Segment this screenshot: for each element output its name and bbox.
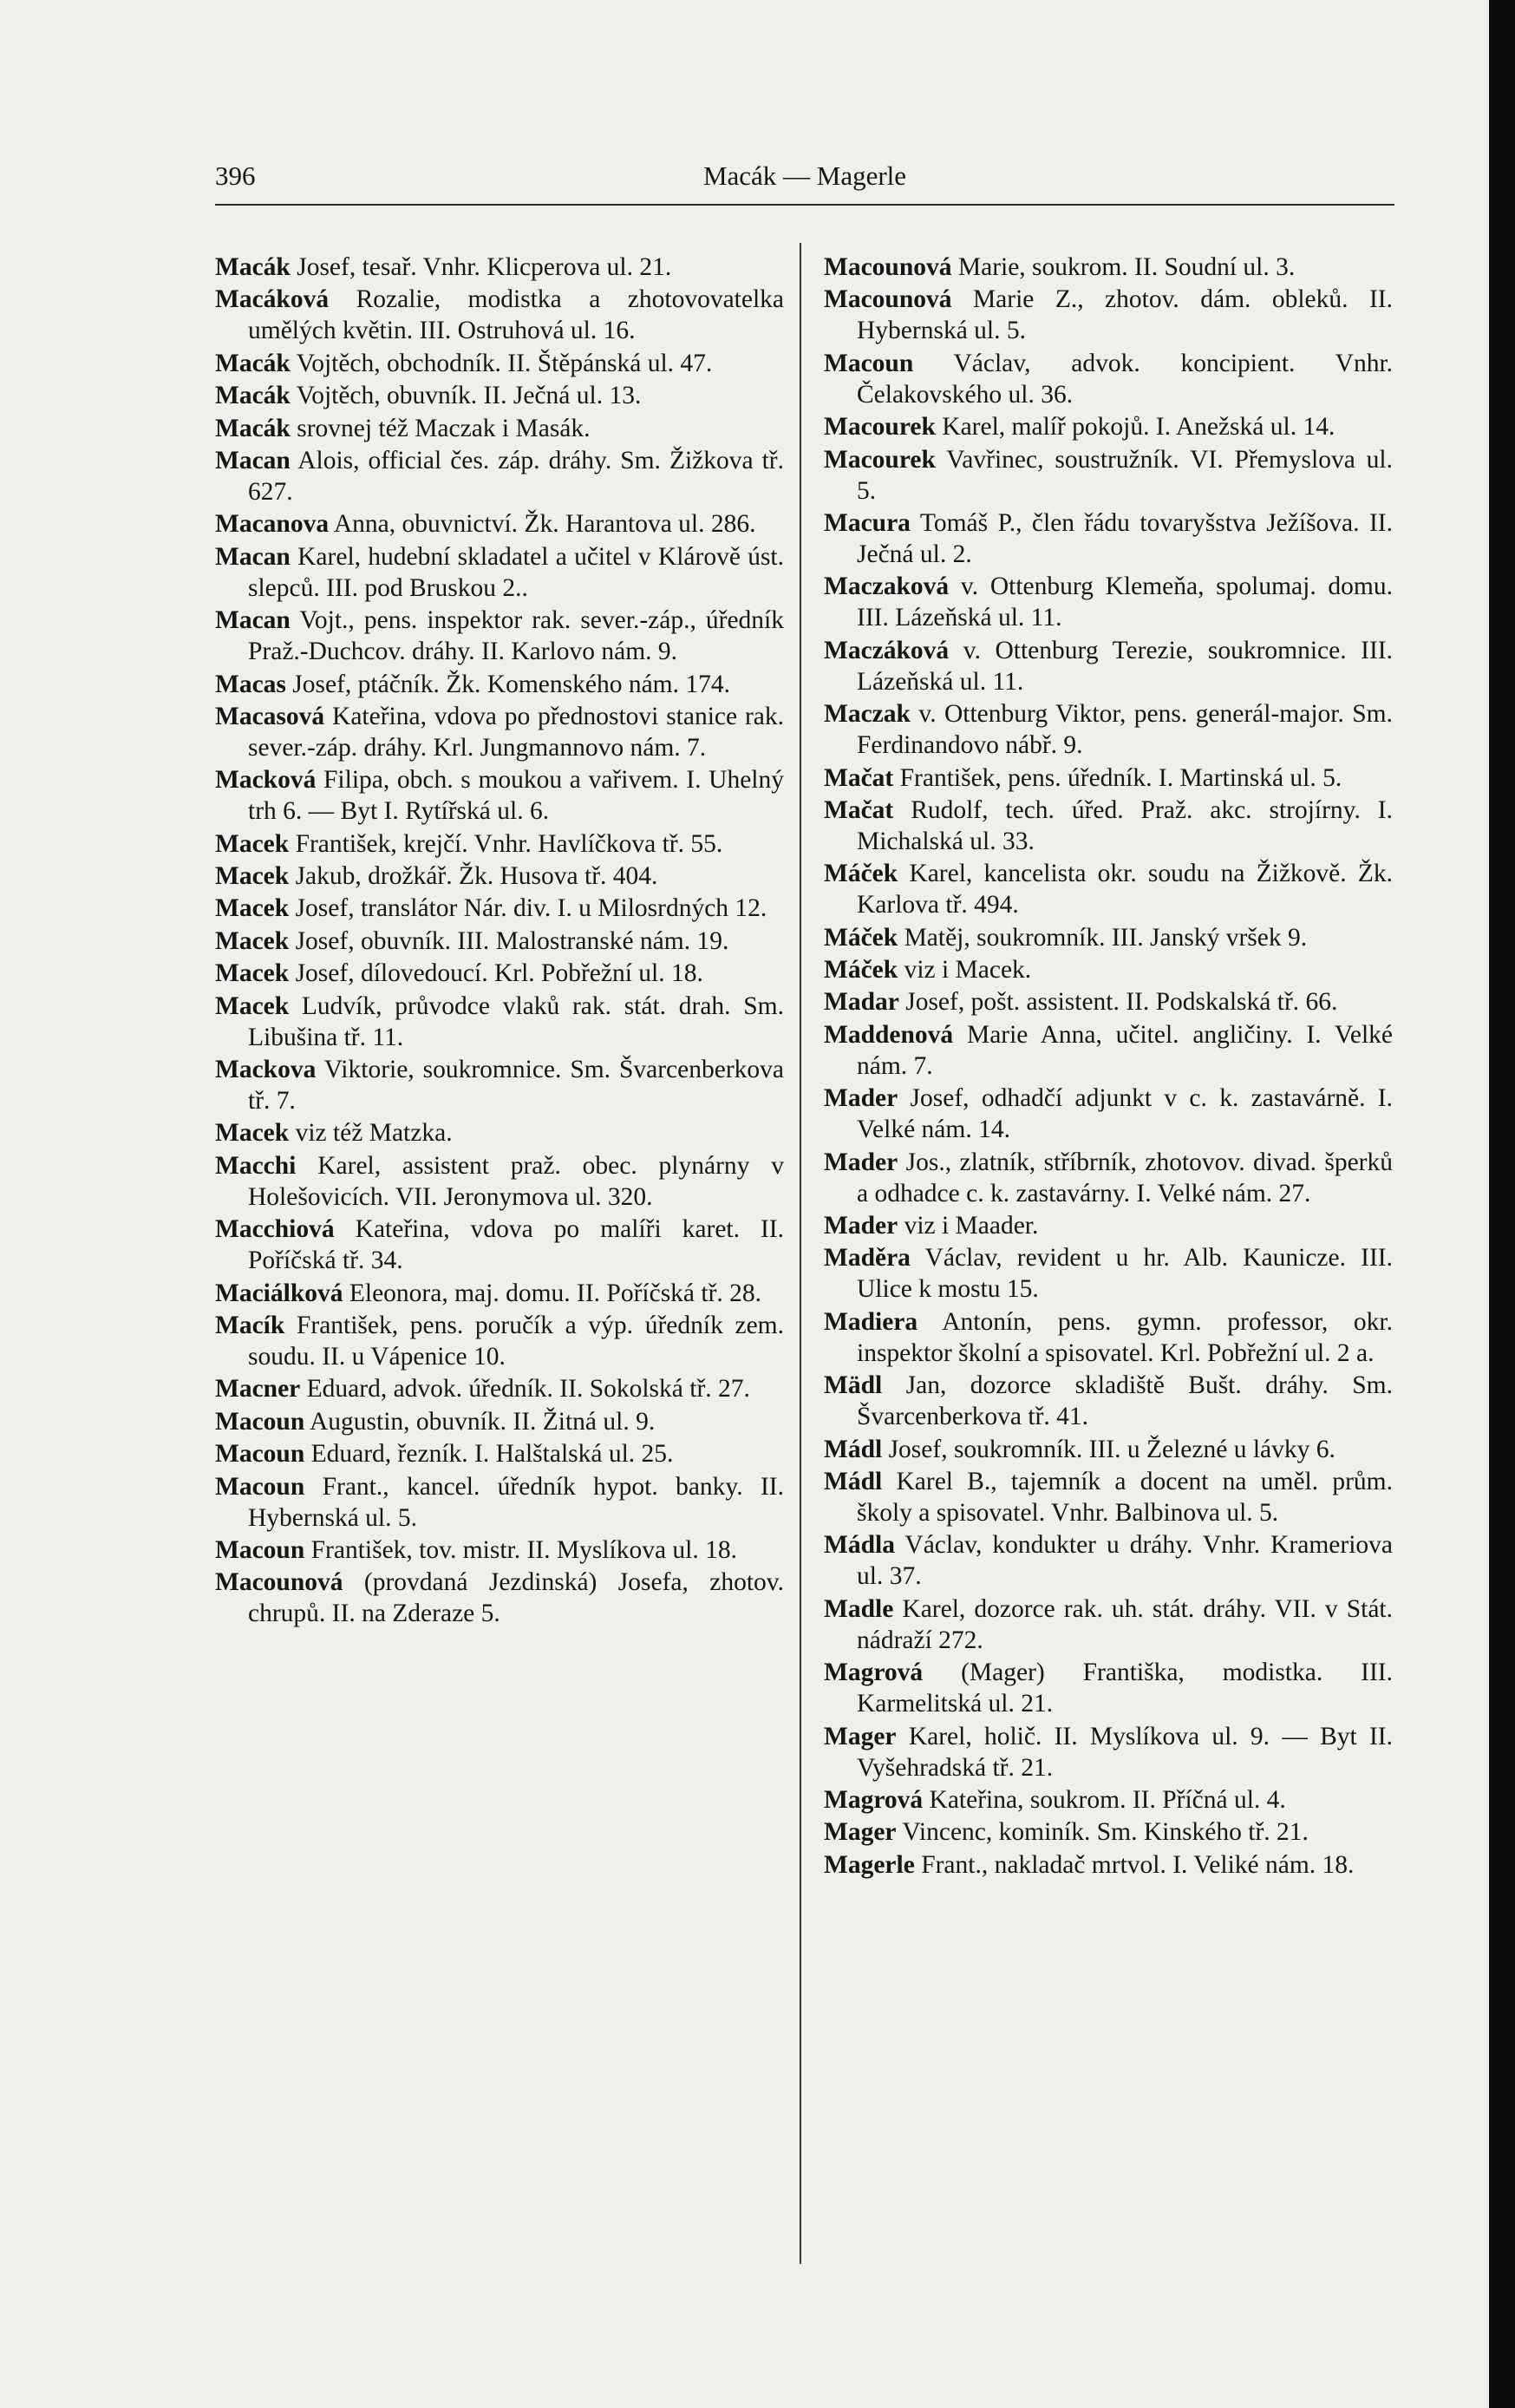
directory-entry	[215, 669, 784, 700]
directory-entry	[824, 1816, 1393, 1848]
entry-details: Kateřina, soukrom. II. Příčná ul. 4.	[929, 1785, 1286, 1814]
entry-details: Jos., zlatník, stříbrník, zhotovov. divad. šperků a odhadce c. k. zastavárny. I. Velké nám. 27.	[857, 1148, 1394, 1207]
entry-details: Matěj, soukromník. III. Janský vršek 9.	[904, 923, 1308, 952]
entry-details: Marie Z., zhotov. dám. obleků. II. Hybernská ul. 5.	[857, 285, 1393, 345]
entry-surname: Macchi	[215, 1151, 297, 1180]
entry-surname: Macounová	[824, 285, 952, 314]
directory-entry	[215, 893, 784, 924]
entry-details: Josef, soukromník. III. u Železné u lávky 6.	[888, 1435, 1335, 1463]
entry-surname: Magerle	[824, 1850, 915, 1879]
directory-entry	[215, 1214, 784, 1276]
directory-entry	[215, 1471, 784, 1534]
directory-entry	[824, 1019, 1393, 1082]
directory-entry	[215, 1150, 784, 1213]
entry-details: Josef, obuvník. III. Malostranské nám. 19.	[295, 926, 729, 955]
entry-surname: Macourek	[824, 413, 936, 442]
entry-details: Alois, official čes. záp. dráhy. Sm. Žižkova tř. 627.	[248, 446, 784, 506]
directory-entry	[215, 541, 784, 604]
entry-details: viz i Macek.	[904, 956, 1032, 985]
directory-entry	[824, 698, 1393, 761]
entry-surname: Macoun	[824, 349, 914, 377]
entry-details: (provdaná Jezdinská) Josefa, zhotov. chrupů. II. na Zderaze 5.	[248, 1568, 784, 1628]
entry-surname: Macek	[215, 1119, 290, 1148]
entry-details: Karel, malíř pokojů. I. Anežská ul. 14.	[942, 413, 1335, 442]
entry-surname: Macasová	[215, 702, 325, 730]
entry-details: Josef, odhadčí adjunkt v c. k. zastavárně. I. Velké nám. 14.	[857, 1084, 1394, 1144]
entry-details: Viktorie, soukromnice. Sm. Švarcenberkova tř. 7.	[248, 1056, 785, 1116]
left-column	[215, 252, 784, 1631]
directory-entry	[215, 1438, 784, 1469]
entry-surname: Magrová	[824, 1785, 924, 1814]
entry-details: Filipa, obch. s moukou a vařivem. I. Uhelný trh 6. — Byt I. Rytířská ul. 6.	[248, 766, 784, 826]
directory-entry	[824, 795, 1393, 857]
entry-surname: Macner	[215, 1375, 301, 1404]
entry-details: Antonín, pens. gymn. professor, okr. inspektor školní a spisovatel. Krl. Pobřežní ul. 2 a.	[857, 1307, 1393, 1367]
directory-entry	[824, 348, 1393, 410]
entry-details: Václav, revident u hr. Alb. Kaunicze. III. Ulice k mostu 15.	[857, 1244, 1393, 1304]
directory-entry	[824, 922, 1393, 953]
entry-surname: Mádla	[824, 1531, 895, 1560]
entry-details: Eduard, advok. úředník. II. Sokolská tř. 27.	[306, 1375, 750, 1404]
entry-surname: Macáková	[215, 285, 330, 314]
directory-entry	[824, 1083, 1393, 1145]
entry-surname: Máček	[824, 923, 898, 952]
entry-surname: Mádl	[824, 1467, 883, 1495]
entry-details: Václav, kondukter u dráhy. Vnhr. Krameriova ul. 37.	[857, 1531, 1393, 1591]
entry-surname: Macák	[215, 414, 291, 442]
directory-entry	[215, 252, 784, 283]
entry-surname: Magrová	[824, 1659, 924, 1687]
directory-entry	[215, 1567, 784, 1629]
entry-surname: Madar	[824, 988, 899, 1017]
directory-entry	[824, 986, 1393, 1018]
directory-entry	[215, 860, 784, 892]
entry-surname: Macoun	[215, 1535, 305, 1564]
entry-surname: Macan	[215, 542, 291, 571]
header-rule	[215, 204, 1394, 206]
entry-surname: Maczak	[824, 700, 911, 729]
entry-details: Rozalie, modistka a zhotovovatelka umělých květin. III. Ostruhová ul. 16.	[248, 285, 784, 345]
directory-entry	[215, 1310, 784, 1372]
entry-surname: Macák	[215, 382, 291, 410]
directory-entry	[824, 1721, 1393, 1783]
directory-entry	[215, 348, 784, 379]
directory-entry	[215, 991, 784, 1053]
entry-details: František, pens. úředník. I. Martinská ul. 5.	[899, 763, 1342, 792]
entry-details: Kateřina, vdova po malíři karet. II. Poříčská tř. 34.	[248, 1215, 785, 1275]
directory-entry	[824, 954, 1393, 985]
entry-details: viz i Maader.	[904, 1212, 1039, 1240]
entry-details: Vincenc, kominík. Sm. Kinského tř. 21.	[902, 1818, 1309, 1847]
entry-details: v. Ottenburg Viktor, pens. generál-major. Sm. Ferdinandovo nábř. 9.	[857, 700, 1393, 760]
page-header	[215, 160, 1394, 197]
entry-details: Kateřina, vdova po přednostovi stanice rak. sever.-záp. dráhy. Krl. Jungmannovo nám. 7.	[248, 702, 784, 762]
entry-surname: Mader	[824, 1148, 898, 1176]
directory-entry	[824, 1434, 1393, 1465]
entry-surname: Macoun	[215, 1407, 305, 1436]
entry-details: Eleonora, maj. domu. II. Poříčská tř. 28.	[349, 1279, 762, 1307]
scan-border	[1489, 0, 1515, 2408]
entry-details: Vojtěch, obchodník. II. Štěpánská ul. 47.	[296, 349, 713, 377]
entry-details: Jakub, drožkář. Žk. Husova tř. 404.	[295, 862, 658, 891]
entry-surname: Macák	[215, 349, 291, 377]
entry-details: Marie Anna, učitel. angličiny. I. Velké nám. 7.	[857, 1020, 1393, 1080]
directory-entry	[824, 635, 1393, 697]
entry-details: Marie, soukrom. II. Soudní ul. 3.	[957, 253, 1296, 281]
entry-details: Tomáš P., člen řádu tovaryšstva Ježíšova. II. Ječná ul. 2.	[857, 508, 1393, 568]
entry-surname: Macchiová	[215, 1215, 335, 1244]
entry-details: Václav, advok. koncipient. Vnhr. Čelakovského ul. 36.	[857, 349, 1394, 409]
directory-entry	[215, 1534, 784, 1566]
directory-entry	[215, 1406, 784, 1437]
entry-surname: Macura	[824, 508, 911, 537]
directory-entry	[824, 1529, 1393, 1592]
entry-surname: Mädl	[824, 1371, 883, 1400]
directory-entry	[824, 1849, 1393, 1881]
entry-surname: Maczáková	[824, 636, 950, 664]
entry-surname: Máček	[824, 860, 898, 888]
entry-surname: Macák	[215, 253, 291, 281]
entry-surname: Macourek	[824, 445, 936, 474]
directory-entry	[215, 380, 784, 411]
entry-surname: Mačat	[824, 763, 894, 792]
entry-surname: Mager	[824, 1722, 897, 1750]
directory-entry	[824, 1306, 1393, 1369]
directory-entry	[824, 1466, 1393, 1528]
entry-details: Augustin, obuvník. II. Žitná ul. 9.	[310, 1407, 656, 1436]
directory-entry	[824, 1147, 1393, 1209]
entry-surname: Macan	[215, 606, 291, 635]
entry-surname: Macek	[215, 862, 290, 891]
entry-surname: Máček	[824, 956, 898, 985]
entry-details: v. Ottenburg Terezie, soukromnice. III. Lázeňská ul. 11.	[857, 636, 1393, 696]
entry-details: viz též Matzka.	[295, 1119, 453, 1148]
entry-surname: Maczaková	[824, 573, 950, 601]
entry-details: Anna, obuvnictví. Žk. Harantova ul. 286.	[333, 510, 756, 539]
entry-details: Josef, pošt. assistent. II. Podskalská tř. 66.	[905, 988, 1338, 1017]
directory-entry	[215, 764, 784, 827]
directory-entry	[215, 958, 784, 989]
entry-surname: Macek	[215, 959, 290, 988]
directory-entry	[215, 1373, 784, 1404]
directory-entry	[215, 828, 784, 860]
entry-details: Karel, dozorce rak. uh. stát. dráhy. VII. v Stát. nádraží 272.	[857, 1594, 1394, 1654]
entry-surname: Maciálková	[215, 1279, 343, 1307]
directory-entry	[215, 413, 784, 444]
entry-surname: Madiera	[824, 1307, 918, 1336]
directory-entry	[824, 1657, 1393, 1719]
directory-entry	[824, 444, 1393, 507]
entry-details: Frant., kancel. úředník hypot. banky. II. Hybernská ul. 5.	[248, 1472, 784, 1532]
entry-surname: Mader	[824, 1084, 898, 1113]
directory-entry	[215, 1117, 784, 1148]
directory-entry	[824, 762, 1393, 794]
directory-entry	[824, 507, 1393, 570]
entry-details: Rudolf, tech. úřed. Praž. akc. strojírny. I. Michalská ul. 33.	[857, 795, 1394, 855]
entry-surname: Macková	[215, 766, 317, 795]
directory-entry	[824, 858, 1393, 920]
entry-details: František, pens. poručík a výp. úředník zem. soudu. II. u Vápenice 10.	[248, 1311, 784, 1371]
entry-surname: Macek	[215, 829, 290, 858]
entry-details: František, krejčí. Vnhr. Havlíčkova tř. 55.	[295, 829, 723, 858]
entry-details: Ludvík, průvodce vlaků rak. stát. drah. Sm. Libušina tř. 11.	[248, 991, 784, 1051]
entry-details: Jan, dozorce skladiště Bušt. dráhy. Sm. Švarcenberkova tř. 41.	[857, 1371, 1394, 1431]
directory-entry	[824, 1784, 1393, 1816]
directory-entry	[215, 284, 784, 346]
directory-entry	[824, 284, 1393, 346]
entry-details: Eduard, řezník. I. Halštalská ul. 25.	[310, 1440, 674, 1469]
column-divider	[800, 243, 801, 2264]
entry-details: Karel, holič. II. Myslíkova ul. 9. — Byt II. Vyšehradská tř. 21.	[857, 1722, 1394, 1782]
entry-details: Karel B., tajemník a docent na uměl. prům. školy a spisovatel. Vnhr. Balbinova ul. 5.	[857, 1467, 1394, 1527]
directory-entry	[215, 445, 784, 507]
running-title: Macák — Magerle	[702, 160, 907, 191]
entry-surname: Mackova	[215, 1056, 317, 1084]
directory-entry	[824, 1593, 1393, 1656]
directory-entry	[215, 926, 784, 957]
entry-surname: Macek	[215, 991, 290, 1020]
directory-entry	[215, 701, 784, 763]
entry-details: Josef, dílovedoucí. Krl. Pobřežní ul. 18.	[295, 959, 703, 988]
entry-surname: Macas	[215, 670, 286, 698]
directory-entry	[824, 411, 1393, 442]
directory-entry	[215, 1278, 784, 1309]
entry-details: (Mager) Františka, modistka. III. Karmelitská ul. 21.	[857, 1659, 1394, 1718]
entry-surname: Macounová	[215, 1568, 343, 1597]
right-column	[824, 252, 1393, 1881]
entry-details: Frant., nakladač mrtvol. I. Veliké nám. 18.	[921, 1850, 1355, 1879]
entry-surname: Madle	[824, 1594, 894, 1623]
entry-details: Vojtěch, obuvník. II. Ječná ul. 13.	[296, 382, 642, 410]
entry-surname: Macan	[215, 446, 291, 474]
entry-surname: Mager	[824, 1818, 897, 1847]
entry-surname: Mádl	[824, 1435, 883, 1463]
entry-details: Karel, assistent praž. obec. plynárny v Holešovicích. VII. Jeronymova ul. 320.	[248, 1151, 784, 1211]
entry-surname: Mačat	[824, 795, 894, 824]
directory-entry	[824, 252, 1393, 283]
entry-details: Vojt., pens. inspektor rak. sever.-záp., úředník Praž.-Duchcov. dráhy. II. Karlovo nám. 9.	[248, 606, 785, 666]
directory-entry	[824, 1242, 1393, 1305]
entry-surname: Macek	[215, 894, 290, 923]
directory-entry	[824, 1370, 1393, 1432]
entry-surname: Macanova	[215, 510, 330, 539]
entry-surname: Macík	[215, 1311, 285, 1339]
entry-details: Karel, kancelista okr. soudu na Žižkově. Žk. Karlova tř. 494.	[857, 860, 1393, 919]
entry-details: Josef, translátor Nár. div. I. u Milosrdných 12.	[295, 894, 767, 923]
entry-details: srovnej též Maczak i Masák.	[297, 414, 591, 442]
page-number: 396	[215, 160, 256, 191]
entry-surname: Macoun	[215, 1472, 305, 1501]
entry-details: v. Ottenburg Klemeňa, spolumaj. domu. III. Lázeňská ul. 11.	[857, 573, 1394, 632]
directory-entry	[824, 571, 1393, 633]
directory-entry	[215, 605, 784, 667]
entry-surname: Macek	[215, 926, 290, 955]
entry-details: Vavřinec, soustružník. VI. Přemyslova ul. 5.	[857, 445, 1394, 505]
entry-details: Karel, hudební skladatel a učitel v Klárově úst. slepců. III. pod Bruskou 2..	[248, 542, 784, 602]
entry-surname: Mader	[824, 1212, 898, 1240]
entry-surname: Macounová	[824, 253, 952, 281]
entry-details: František, tov. mistr. II. Myslíkova ul. 18.	[310, 1535, 737, 1564]
entry-surname: Maddenová	[824, 1020, 954, 1049]
directory-entry	[824, 1210, 1393, 1241]
entry-surname: Macoun	[215, 1440, 305, 1469]
entry-surname: Maděra	[824, 1244, 911, 1273]
directory-entry	[215, 1054, 784, 1116]
directory-entry	[215, 508, 784, 540]
entry-details: Josef, ptáčník. Žk. Komenského nám. 174.	[292, 670, 730, 698]
entry-details: Josef, tesař. Vnhr. Klicperova ul. 21.	[297, 253, 672, 281]
